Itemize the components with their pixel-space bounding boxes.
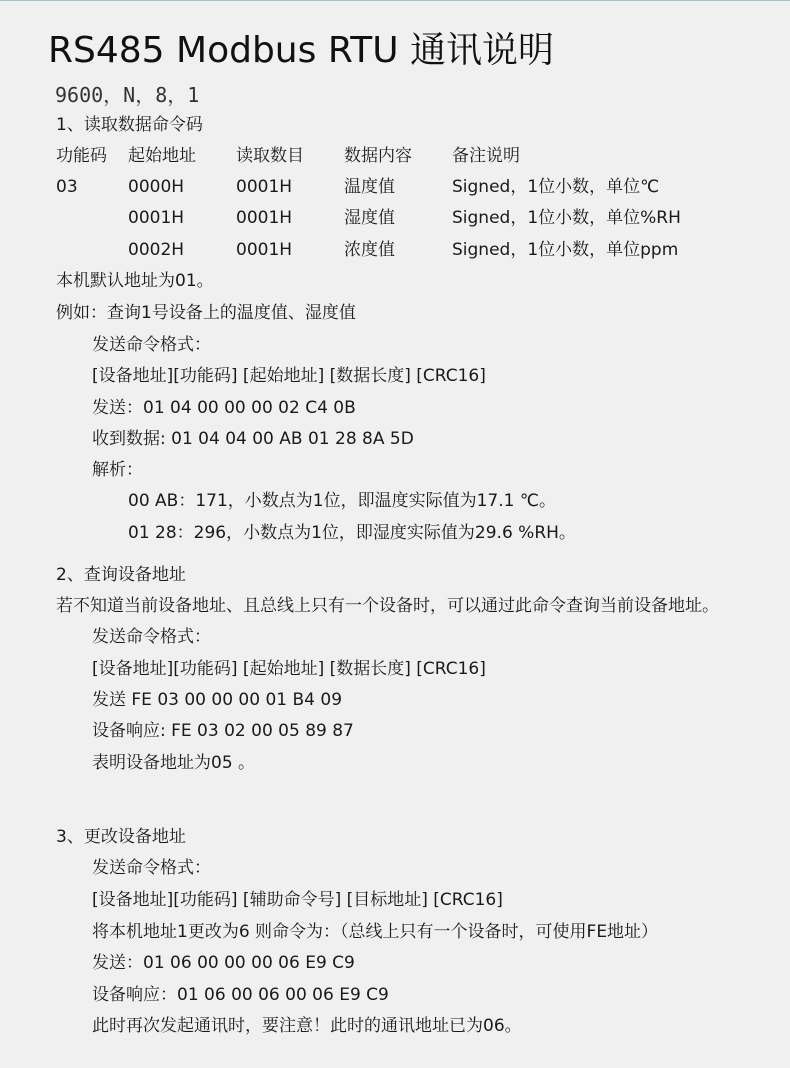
serial-params: 9600，N，8，1 [55, 83, 200, 107]
received-data: 收到数据: 01 04 04 00 AB 01 28 8A 5D [92, 429, 414, 449]
send-command: 发送：01 04 00 00 00 02 C4 0B [92, 398, 356, 418]
default-address-text: 本机默认地址为01。 [56, 271, 214, 291]
page-title: RS485 Modbus RTU 通讯说明 [48, 30, 555, 71]
send-format: [设备地址][功能码] [起始地址] [数据长度] [CRC16] [92, 366, 486, 386]
table-header-start-address: 起始地址 [128, 146, 196, 166]
table-cell: 0001H [128, 208, 185, 228]
note-text: 此时再次发起通讯时，要注意！此时的通讯地址已为06。 [92, 1016, 522, 1036]
table-header-remarks: 备注说明 [452, 146, 520, 166]
table-cell: 湿度值 [344, 208, 395, 228]
table-cell: 0001H [236, 240, 293, 260]
send-command: 发送 FE 03 00 00 00 01 B4 09 [92, 690, 343, 710]
send-format-label: 发送命令格式： [92, 627, 211, 647]
table-cell: 03 [56, 177, 78, 197]
send-format: [设备地址][功能码] [辅助命令号] [目标地址] [CRC16] [92, 890, 503, 910]
table-cell: 浓度值 [344, 240, 395, 260]
table-header-data-content: 数据内容 [344, 146, 412, 166]
table-header-function-code: 功能码 [56, 146, 107, 166]
section3-heading: 3、更改设备地址 [56, 827, 186, 847]
section2-heading: 2、查询设备地址 [56, 565, 186, 585]
table-header-row [0, 145, 790, 167]
send-format: [设备地址][功能码] [起始地址] [数据长度] [CRC16] [92, 659, 486, 679]
table-cell: 0002H [128, 240, 185, 260]
device-response: 设备响应: FE 03 02 00 05 89 87 [92, 721, 354, 741]
send-command: 发送：01 06 00 00 00 06 E9 C9 [92, 953, 355, 973]
parse-humidity: 01 28：296，小数点为1位，即湿度实际值为29.6 %RH。 [128, 523, 576, 543]
parse-label: 解析： [92, 460, 143, 480]
section3-description: 将本机地址1更改为6 则命令为：（总线上只有一个设备时，可使用FE地址） [92, 922, 659, 942]
send-format-label: 发送命令格式： [92, 335, 211, 355]
table-cell: Signed，1位小数，单位%RH [452, 208, 681, 228]
table-header-read-count: 读取数目 [236, 146, 304, 166]
table-cell: 0001H [236, 177, 293, 197]
section1-heading: 1、读取数据命令码 [56, 115, 203, 135]
parse-temperature: 00 AB：171，小数点为1位，即温度实际值为17.1 ℃。 [128, 491, 556, 511]
table-row [0, 207, 790, 229]
table-cell: 0000H [128, 177, 185, 197]
device-response: 设备响应：01 06 00 06 00 06 E9 C9 [92, 985, 389, 1005]
example-text: 例如：查询1号设备上的温度值、湿度值 [56, 303, 356, 323]
table-cell: Signed，1位小数，单位℃ [452, 177, 660, 197]
table-row [0, 239, 790, 261]
table-row [0, 176, 790, 198]
send-format-label: 发送命令格式： [92, 858, 211, 878]
result-text: 表明设备地址为05 。 [92, 753, 256, 773]
table-cell: 温度值 [344, 177, 395, 197]
table-cell: 0001H [236, 208, 293, 228]
table-cell: Signed，1位小数，单位ppm [452, 240, 679, 260]
section2-description: 若不知道当前设备地址、且总线上只有一个设备时，可以通过此命令查询当前设备地址。 [56, 596, 719, 616]
